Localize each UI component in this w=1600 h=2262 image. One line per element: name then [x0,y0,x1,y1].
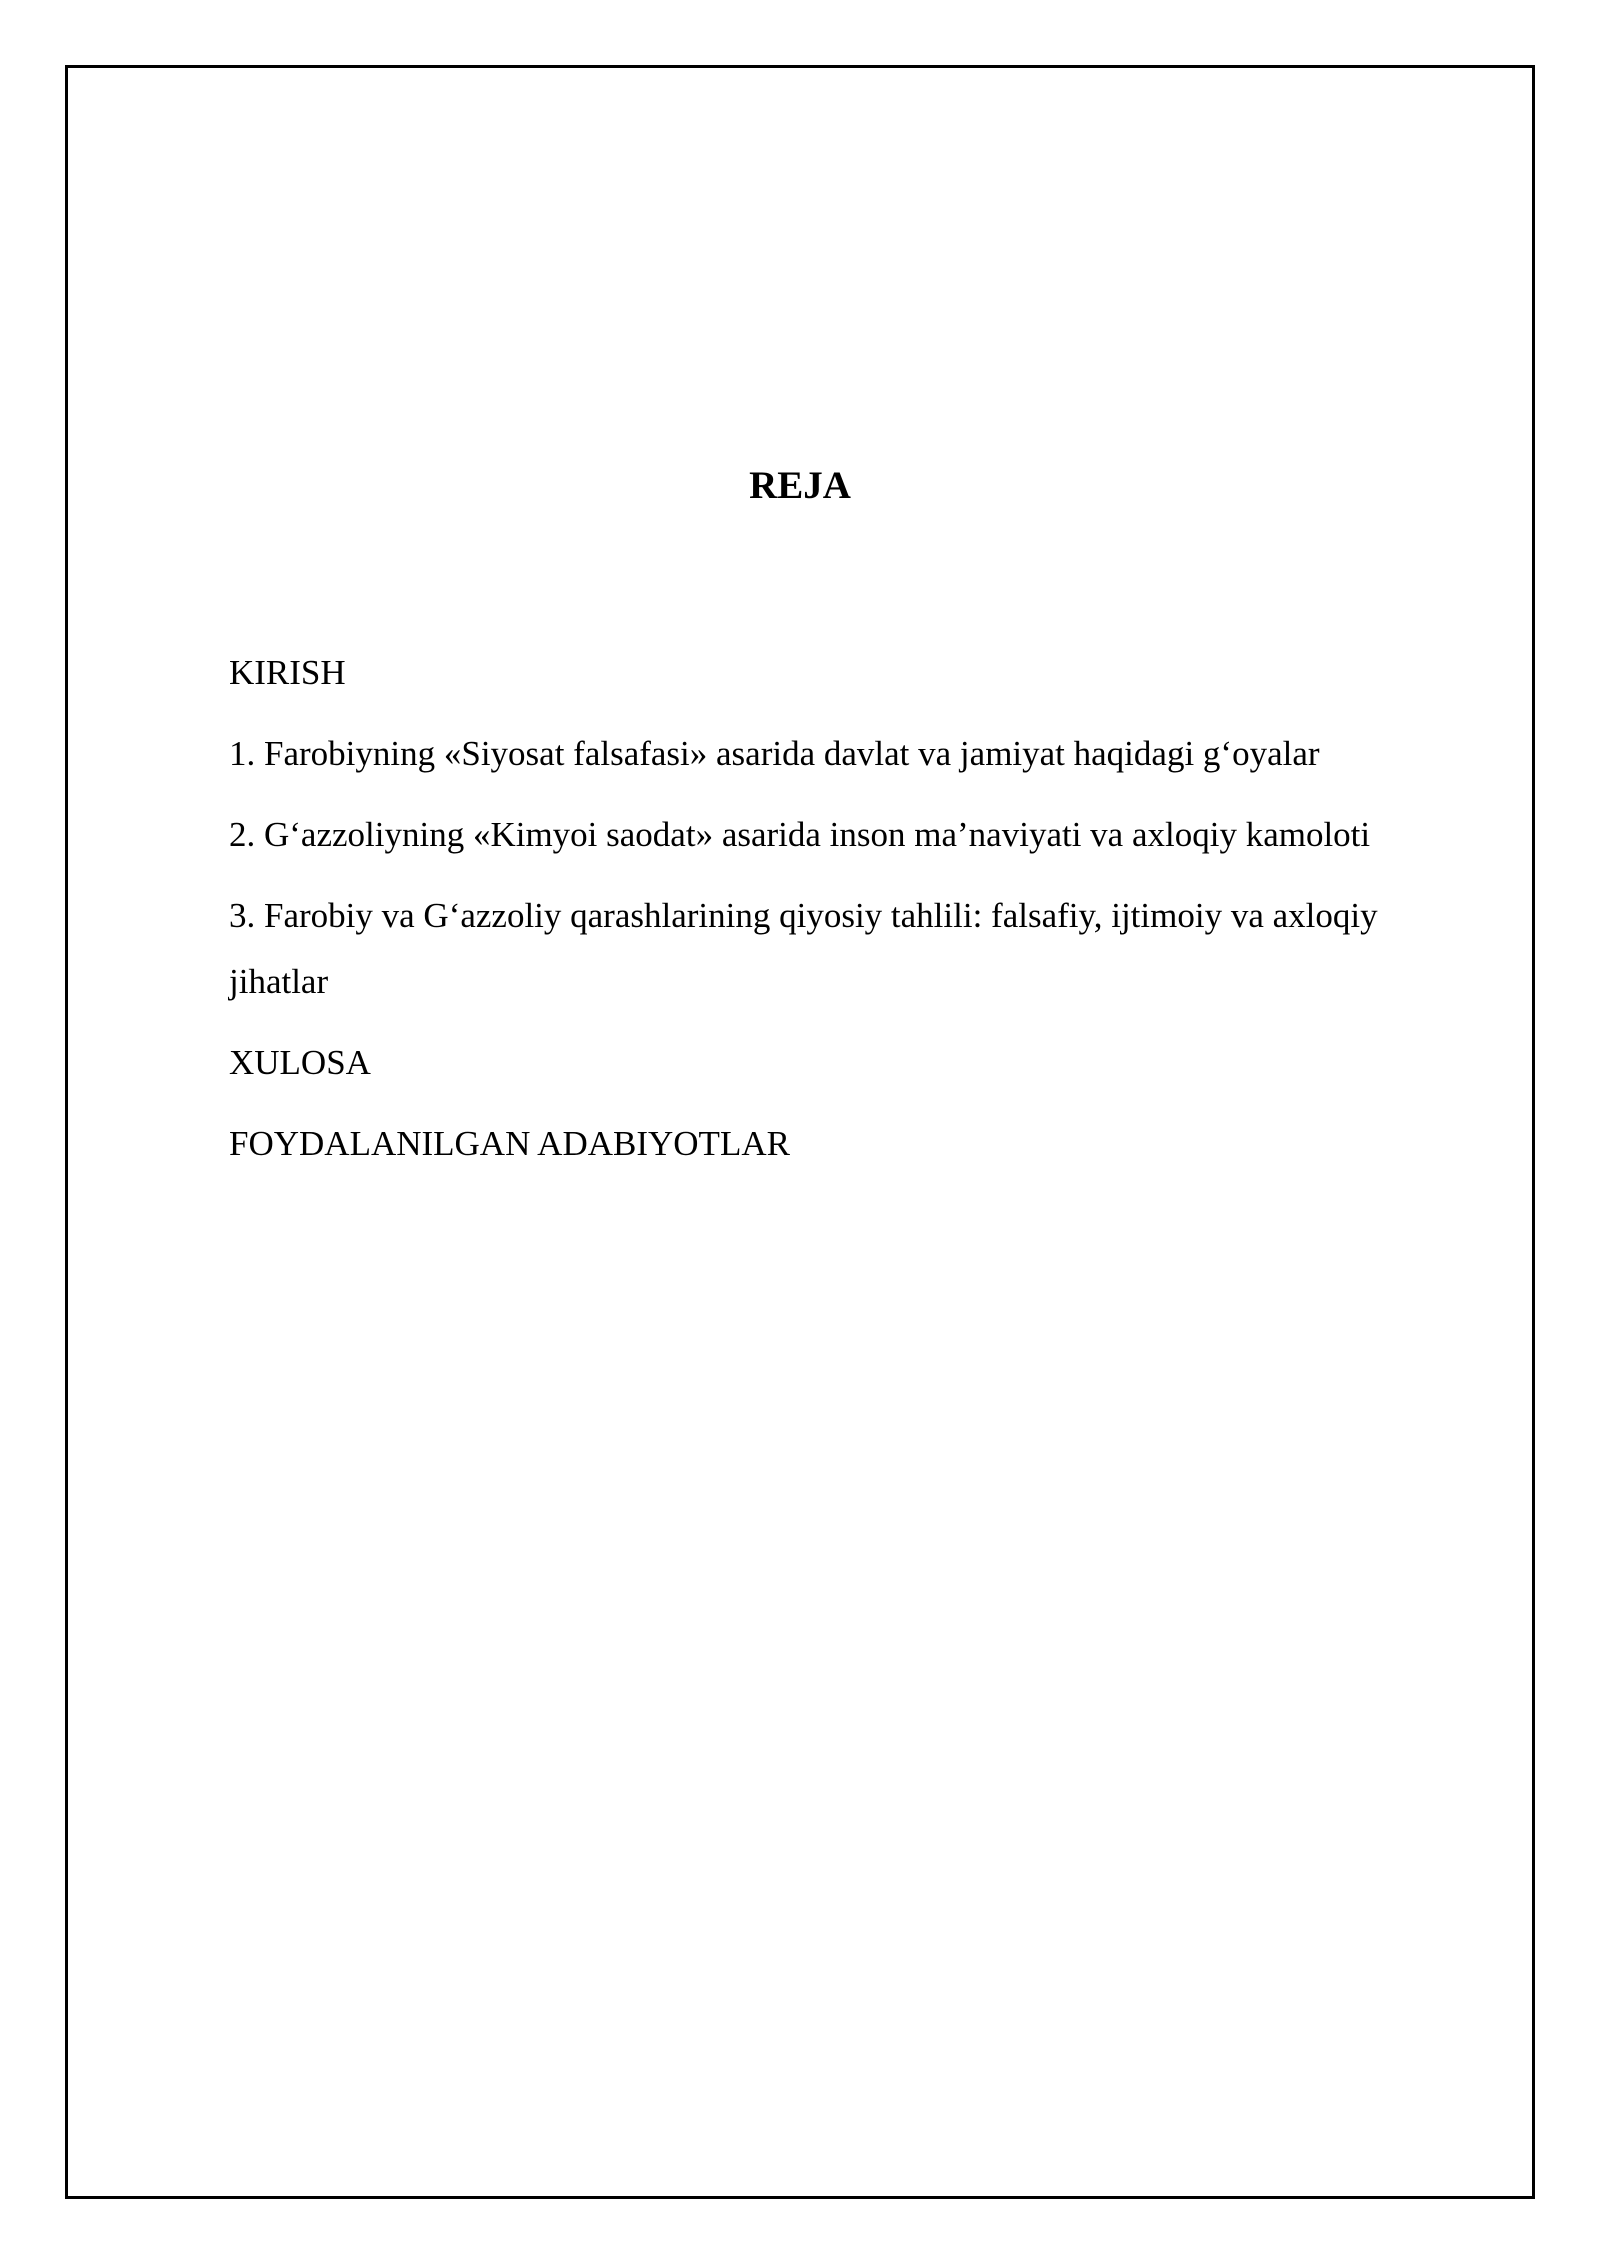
page-title: REJA [749,464,851,507]
plan-item-introduction: KIRISH [229,653,346,692]
plan-item-conclusion: XULOSA [229,1043,371,1082]
plan-item-3: 3. Farobiy va G‘azzoliy qarashlarining qiyosiy tahlili: falsafiy, ijtimoiy va axloqiy jihatlar [229,896,1378,1001]
plan-item-2: 2. G‘azzoliyning «Kimyoi saodat» asarida inson ma’naviyati va axloqiy kamoloti [229,815,1371,854]
plan-item-references: FOYDALANILGAN ADABIYOTLAR [229,1124,790,1163]
plan-item-1: 1. Farobiyning «Siyosat falsafasi» asarida davlat va jamiyat haqidagi g‘oyalar [229,734,1320,773]
plan-list [229,640,1479,1192]
